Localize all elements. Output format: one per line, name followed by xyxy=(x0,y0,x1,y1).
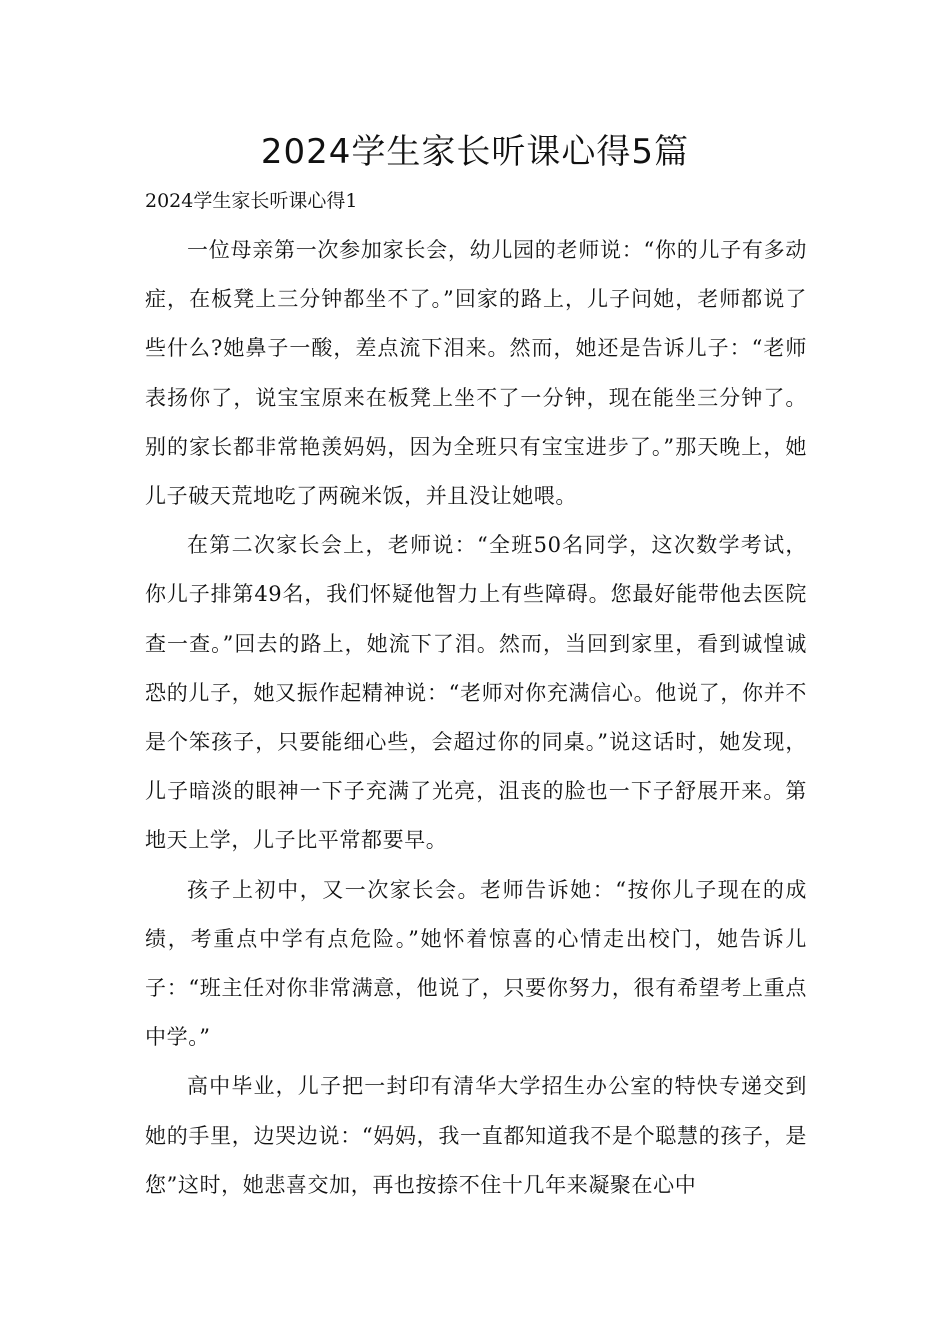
section-heading: 2024学生家长听课心得1 xyxy=(145,190,358,212)
document-body xyxy=(145,226,807,1210)
paragraph-3: 孩子上初中，又一次家长会。老师告诉她：“按你儿子现在的成绩，考重点中学有点危险。”她怀着惊喜的心情走出校门，她告诉儿子：“班主任对你非常满意，他说了，只要你努力，很有希望考上重点中学。” xyxy=(145,877,807,1050)
paragraph-1: 一位母亲第一次参加家长会，幼儿园的老师说：“你的儿子有多动症，在板凳上三分钟都坐不了。”回家的路上，儿子问她，老师都说了些什么?她鼻子一酸，差点流下泪来。然而，她还是告诉儿子：“老师表扬你了，说宝宝原来在板凳上坐不了一分钟，现在能坐三分钟了。别的家长都非常艳羡妈妈，因为全班只有宝宝进步了。”那天晚上，她儿子破天荒地吃了两碗米饭，并且没让她喂。 xyxy=(145,238,807,509)
document-title: 2024学生家长听课心得5篇 xyxy=(260,132,690,172)
paragraph-2: 在第二次家长会上，老师说：“全班50名同学，这次数学考试，你儿子排第49名，我们怀疑他智力上有些障碍。您最好能带他去医院查一查。”回去的路上，她流下了泪。然而，当回到家里，看到诚惶诚恐的儿子，她又振作起精神说：“老师对你充满信心。他说了，你并不是个笨孩子，只要能细心些，会超过你的同桌。”说这话时，她发现，儿子暗淡的眼神一下子充满了光亮，沮丧的脸也一下子舒展开来。第地天上学，儿子比平常都要早。 xyxy=(145,533,807,853)
paragraph-4: 高中毕业，儿子把一封印有清华大学招生办公室的特快专递交到她的手里，边哭边说：“妈妈，我一直都知道我不是个聪慧的孩子，是您”这时，她悲喜交加，再也按捺不住十几年来凝聚在心中 xyxy=(145,1074,807,1197)
